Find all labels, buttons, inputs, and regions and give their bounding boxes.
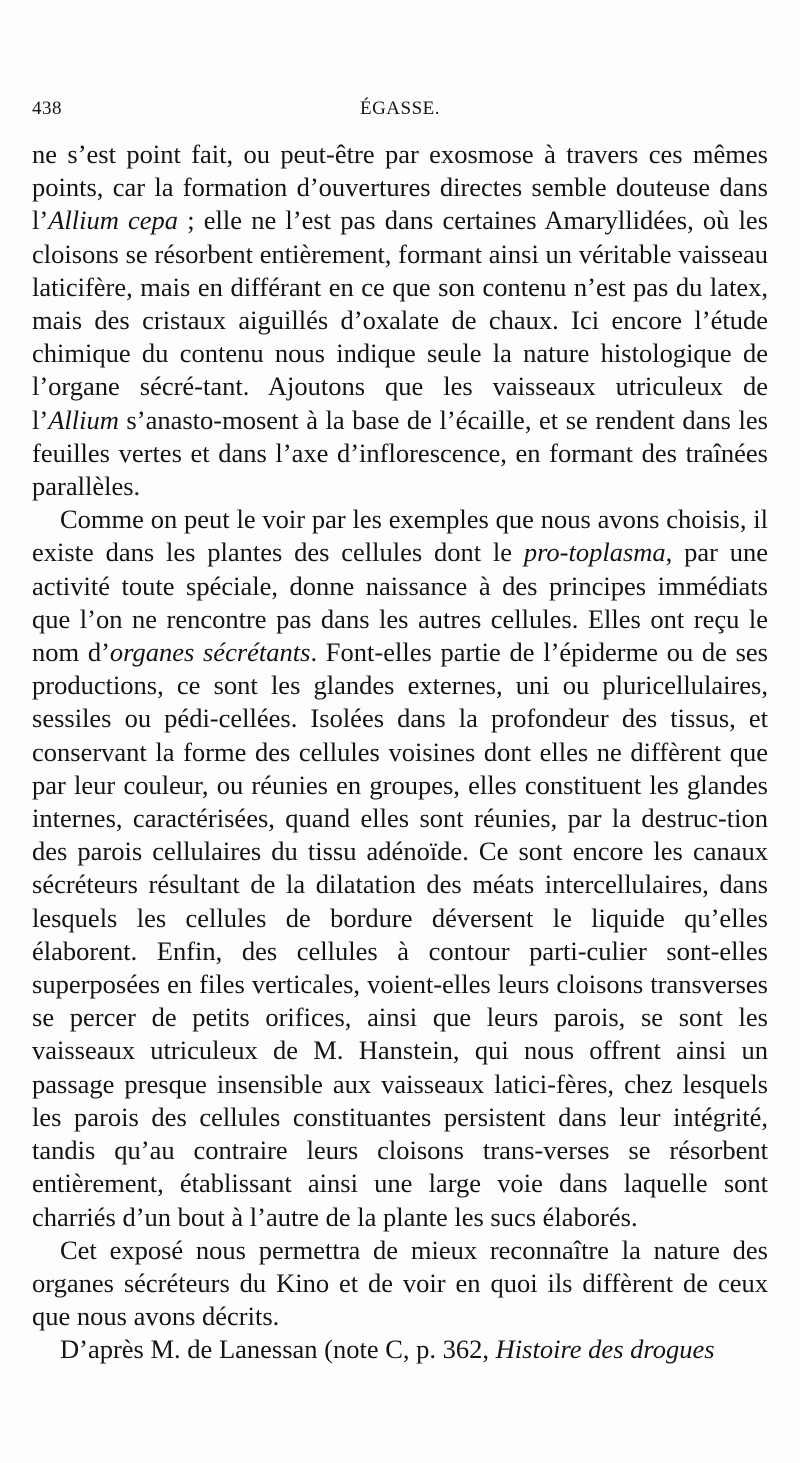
text-segment: . Font-elles partie de l’épiderme ou de ses productions, ce sont les glandes externes, uni ou pluricellulaires, sessiles ou pédi-cellées. Isolées dans la profondeur des tissus, et conservant la forme des cellules voisines dont elles ne diffèrent que par leur couleur, ou réunies en groupes, elles constituent les glandes internes, caractérisées, quand elles sont réunies, par la destruc-tion des parois cellulaires du tissu adénoïde. Ce sont encore les canaux sécréteurs résultant de la dilatation des méats intercellulaires, dans lesquels les cellules de bordure déversent le liquide qu’elles élaborent. Enfin, des cellules à contour parti-culier sont-elles superposées en files verticales, voient-elles leurs cloisons transverses se percer de petits orifices, ainsi que leurs parois, se sont les vaisseaux utriculeux de M. Hanstein, qui nous offrent ainsi un passage presque insensible aux vaisseaux latici-fères, chez lesquels les parois des cellules constituantes persistent dans leur intégrité, tandis qu’au contraire leurs cloisons trans-verses se résorbent entièrement, établissant ainsi une large voie dans laquelle sont charriés d’un bout à l’autre de la plante les sucs élaborés. — [32, 637, 768, 1232]
text-segment: ; elle ne l’est pas dans certaines Amaryllidées, où les cloisons se résorbent entièrement, formant ainsi un véritable vaisseau laticifère, mais en différant en ce que son contenu n’est pas du latex, mais des cristaux aiguillés d’oxalate de chaux. Ici encore l’étude chimique du contenu nous indique seule la nature histologique de l’organe sécré-tant. Ajoutons que les vaisseaux utriculeux de l’ — [32, 205, 769, 435]
page-header — [32, 98, 768, 128]
page-number: 438 — [32, 98, 62, 119]
paragraph — [32, 503, 768, 1233]
text-segment: ne s’est point fait, ou peut-être par exosmose à travers ces mêmes points, car la formation d’ouvertures directes semble douteuse dans l’ — [32, 139, 768, 236]
text-segment: Cet exposé nous permettra de mieux reconnaître la nature des organes sécréteurs du Kino et de voir en quoi ils diffèrent de ceux que nous avons décrits. — [32, 1234, 768, 1332]
italic-segment: Allium — [48, 404, 119, 435]
text-segment: , par une activité toute spéciale, donne naissance à des principes immédiats que l’on ne rencontre pas dans les autres cellules. Elles ont reçu le nom d’ — [32, 537, 768, 668]
text-segment: D’après M. de Lanessan (note C, p. 362, — [60, 1334, 496, 1365]
text-segment: s’anasto-mosent à la base de l’écaille, et se rendent dans les feuilles vertes et dans l’axe d’inflorescence, en formant des traînées parallèles. — [32, 404, 768, 502]
italic-segment: Allium cepa — [48, 205, 179, 236]
paragraph — [32, 138, 768, 503]
paragraph — [32, 1333, 768, 1366]
paragraph — [32, 1234, 768, 1334]
italic-segment: organes sécrétants — [109, 637, 311, 668]
text-segment: Comme on peut le voir par les exemples que nous avons choisis, il existe dans les plantes des cellules dont le — [32, 504, 768, 568]
running-head: ÉGASSE. — [359, 98, 441, 119]
body-text — [32, 138, 768, 1367]
italic-segment: Histoire des drogues — [495, 1334, 715, 1365]
italic-segment: pro-toplasma — [523, 537, 666, 568]
